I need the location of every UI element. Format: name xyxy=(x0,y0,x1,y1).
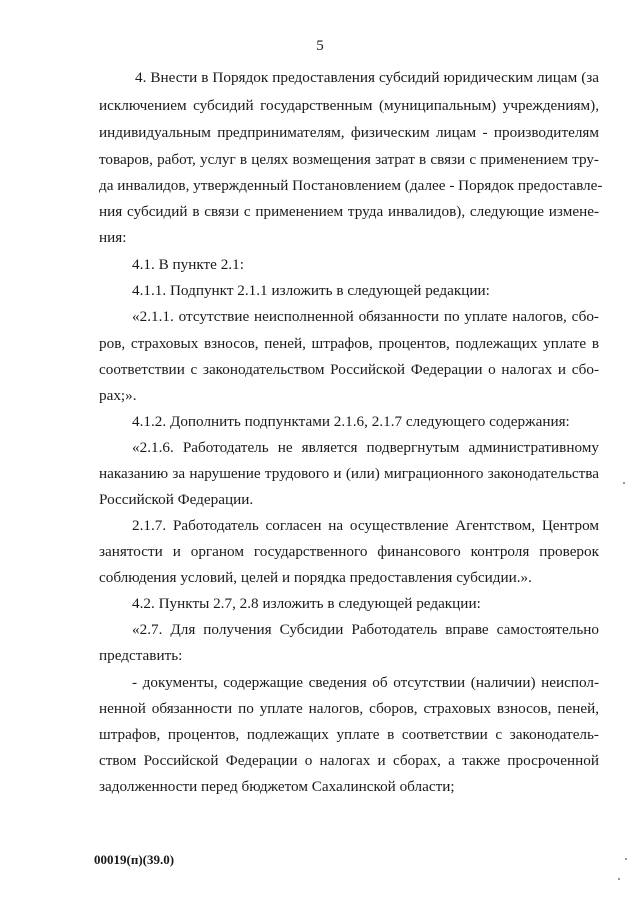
paragraph-line: наказанию за нарушение трудового и (или) миграционного законодательства xyxy=(99,465,599,482)
paragraph-line: ством Российской Федерации о налогах и сборах, а также просроченной xyxy=(99,752,599,769)
paragraph-line: соблюдения условий, целей и порядка предоставления субсидии.». xyxy=(99,569,532,586)
scan-speck xyxy=(625,858,627,860)
paragraph-line: Российской Федерации. xyxy=(99,491,254,508)
paragraph-line: - документы, содержащие сведения об отсутствии (наличии) неиспол- xyxy=(132,674,599,691)
paragraph-line: ненной обязанности по уплате налогов, сборов, страховых взносов, пеней, xyxy=(99,700,599,717)
paragraph-line: ния субсидий в связи с применением труда инвалидов), следующие измене- xyxy=(99,203,599,220)
paragraph-line: да инвалидов, утвержденный Постановлением (далее - Порядок предоставле- xyxy=(99,177,603,194)
paragraph-line: исключением субсидий государственным (муниципальным) учреждениям), xyxy=(99,97,599,114)
paragraph-line: «2.1.1. отсутствие неисполненной обязанности по уплате налогов, сбо- xyxy=(132,308,599,325)
paragraph-line: занятости и органом государственного финансового контроля проверок xyxy=(99,543,599,560)
document-code: 00019(п)(39.0) xyxy=(94,852,175,867)
paragraph-line: 2.1.7. Работодатель согласен на осуществление Агентством, Центром xyxy=(132,517,599,534)
paragraph-line: ров, страховых взносов, пеней, штрафов, процентов, подлежащих уплате в xyxy=(99,335,599,352)
paragraph-line: соответствии с законодательством Российской Федерации о налогах и сбо- xyxy=(99,361,599,378)
paragraph-line: «2.1.6. Работодатель не является подвергнутым административному xyxy=(132,439,599,456)
paragraph-line: задолженности перед бюджетом Сахалинской области; xyxy=(99,778,455,795)
paragraph-line: 4.1. В пункте 2.1: xyxy=(132,256,244,273)
paragraph-line: 4.1.2. Дополнить подпунктами 2.1.6, 2.1.7 следующего содержания: xyxy=(132,413,570,430)
paragraph-line: ния: xyxy=(99,229,127,246)
paragraph-line: 4.2. Пункты 2.7, 2.8 изложить в следующей редакции: xyxy=(132,595,481,612)
paragraph-line: штрафов, процентов, подлежащих уплате в соответствии с законодатель- xyxy=(99,726,599,743)
paragraph-line: индивидуальным предпринимателям, физическим лицам - производителям xyxy=(99,124,599,141)
scan-speck xyxy=(623,482,625,484)
paragraph-line: товаров, работ, услуг в целях возмещения затрат в связи с применением тру- xyxy=(99,151,599,168)
page-number: 5 xyxy=(316,38,324,54)
paragraph-line: рах;». xyxy=(99,387,137,404)
paragraph-line: представить: xyxy=(99,647,183,664)
paragraph-line: 4. Внести в Порядок предоставления субсидий юридическим лицам (за xyxy=(135,69,599,86)
scan-speck xyxy=(618,878,620,880)
paragraph-line: «2.7. Для получения Субсидии Работодатель вправе самостоятельно xyxy=(132,621,599,638)
paragraph-line: 4.1.1. Подпункт 2.1.1 изложить в следующей редакции: xyxy=(132,282,490,299)
